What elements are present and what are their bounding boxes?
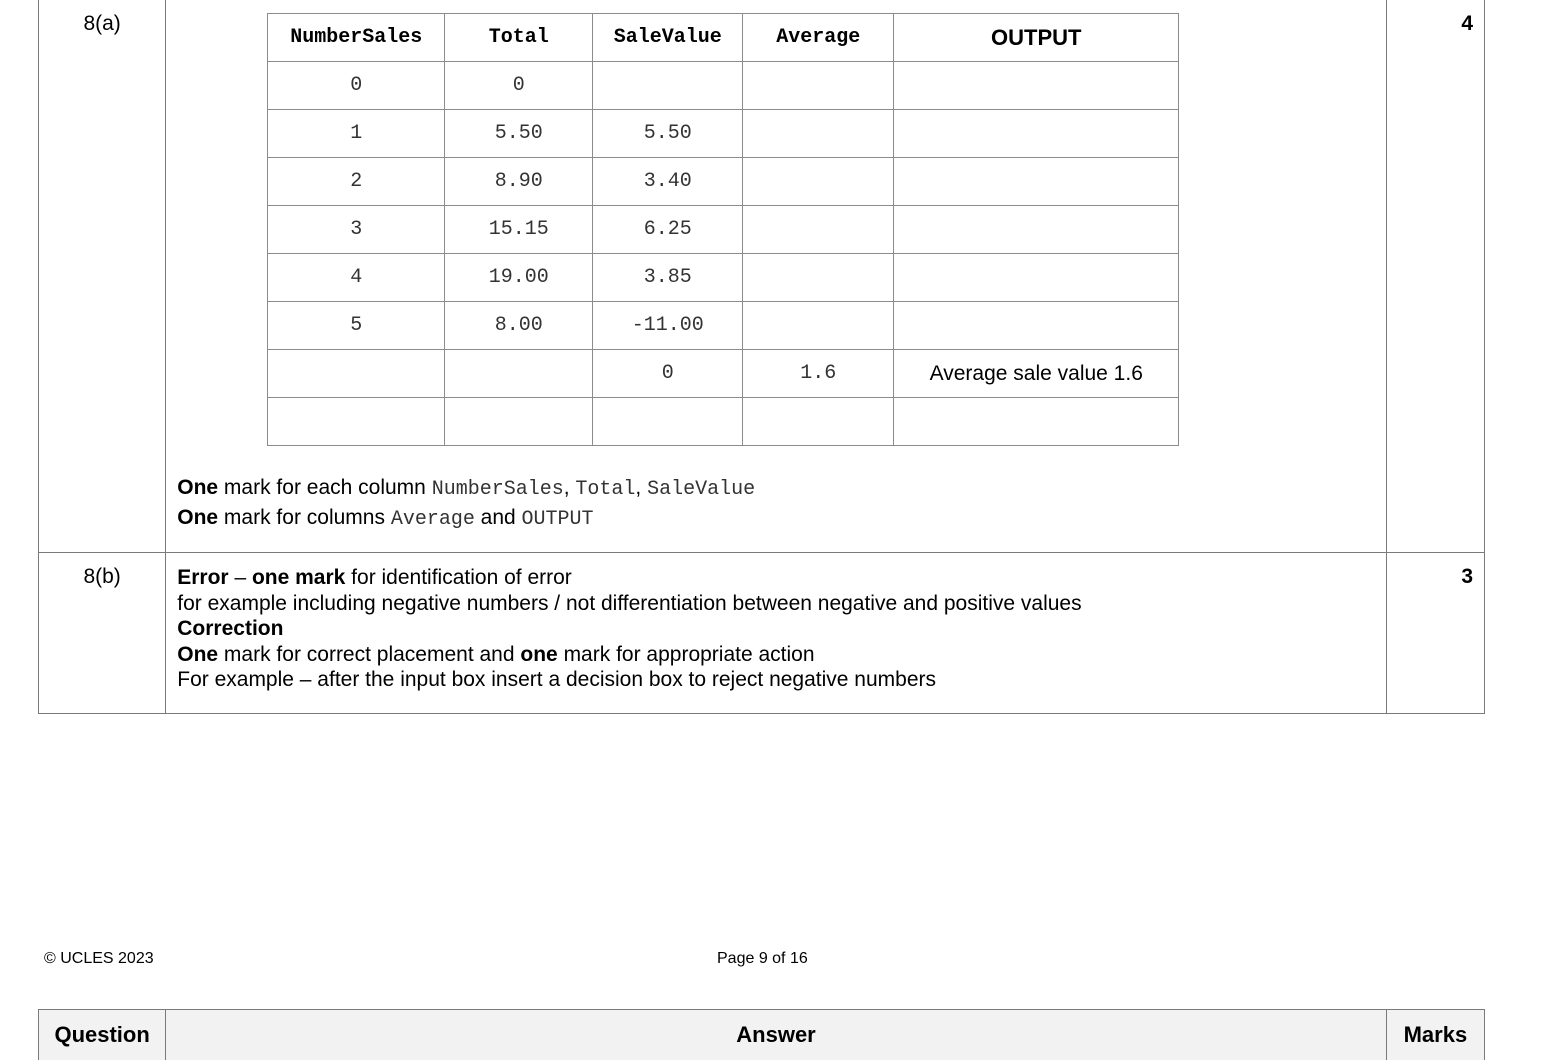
column-header-answer: Answer — [166, 1010, 1387, 1061]
trace-row — [268, 398, 1179, 446]
question-number: 8(b) — [39, 553, 166, 714]
trace-cell — [445, 350, 593, 398]
trace-cell: -11.00 — [593, 302, 743, 350]
trace-cell: Average sale value 1.6 — [894, 350, 1179, 398]
separator: , — [563, 476, 576, 499]
trace-cell — [894, 158, 1179, 206]
marks-value: 3 — [1386, 553, 1484, 714]
bold-text: Correction — [177, 617, 284, 640]
trace-cell — [743, 254, 894, 302]
trace-cell — [743, 398, 894, 446]
separator: , — [635, 476, 648, 499]
trace-cell: 15.15 — [445, 206, 593, 254]
answer-cell — [166, 0, 1387, 553]
answer-line — [177, 616, 1375, 642]
trace-row — [268, 254, 1179, 302]
trace-cell — [894, 254, 1179, 302]
marking-notes — [177, 474, 755, 534]
trace-cell: 8.90 — [445, 158, 593, 206]
answer-line — [177, 642, 1375, 668]
trace-cell — [894, 110, 1179, 158]
copyright-text: © UCLES 2023 — [44, 950, 154, 967]
table-row — [39, 553, 1485, 714]
column-header-marks: Marks — [1386, 1010, 1484, 1061]
trace-cell: 19.00 — [445, 254, 593, 302]
trace-row — [268, 110, 1179, 158]
trace-header: Average — [743, 14, 894, 62]
trace-cell: 3.40 — [593, 158, 743, 206]
trace-row — [268, 350, 1179, 398]
code-text: NumberSales — [431, 478, 564, 501]
note-text: mark for each column — [218, 476, 432, 499]
bold-text: One — [177, 642, 219, 666]
next-page-header-table — [38, 1009, 1485, 1060]
bold-text: One — [177, 476, 219, 499]
bold-text: Error — [177, 566, 229, 589]
mark-scheme-table — [38, 0, 1485, 714]
trace-cell — [268, 350, 445, 398]
trace-row — [268, 302, 1179, 350]
note-text: mark for columns — [218, 506, 391, 529]
trace-cell: 2 — [268, 158, 445, 206]
answer-line: for example including negative numbers / not differentiation between negative and positive values — [177, 591, 1082, 615]
trace-row — [268, 62, 1179, 110]
header-row — [39, 1010, 1485, 1061]
trace-cell — [894, 398, 1179, 446]
trace-cell — [743, 62, 894, 110]
trace-header: SaleValue — [593, 14, 743, 62]
trace-cell — [268, 398, 445, 446]
trace-cell: 1.6 — [743, 350, 894, 398]
bold-text: One — [177, 506, 219, 529]
trace-cell: 1 — [268, 110, 445, 158]
trace-row — [268, 206, 1179, 254]
trace-cell — [743, 158, 894, 206]
trace-cell — [894, 62, 1179, 110]
trace-cell — [894, 206, 1179, 254]
trace-cell: 3 — [268, 206, 445, 254]
trace-cell: 0 — [445, 62, 593, 110]
trace-cell: 6.25 — [593, 206, 743, 254]
trace-row — [268, 158, 1179, 206]
trace-cell: 8.00 — [445, 302, 593, 350]
note-line — [177, 474, 755, 504]
code-text: SaleValue — [647, 478, 756, 501]
answer-cell — [166, 553, 1387, 714]
trace-table — [267, 13, 1179, 446]
trace-cell — [743, 302, 894, 350]
code-text: Total — [575, 478, 636, 501]
trace-cell — [593, 62, 743, 110]
answer-text: – — [228, 566, 252, 589]
trace-cell: 5 — [268, 302, 445, 350]
trace-cell — [743, 206, 894, 254]
note-line — [177, 504, 755, 534]
bold-text: one mark — [251, 566, 346, 589]
trace-header: Total — [445, 14, 593, 62]
trace-cell: 4 — [268, 254, 445, 302]
table-row — [39, 0, 1485, 553]
answer-line — [177, 565, 1375, 591]
trace-header: OUTPUT — [894, 14, 1179, 62]
trace-cell — [743, 110, 894, 158]
trace-cell: 5.50 — [445, 110, 593, 158]
marks-value: 4 — [1386, 0, 1484, 553]
answer-text: mark for appropriate action — [557, 642, 815, 666]
answer-text: mark for correct placement and — [218, 642, 521, 666]
trace-header: NumberSales — [268, 14, 445, 62]
trace-cell — [894, 302, 1179, 350]
trace-cell — [593, 398, 743, 446]
code-text: Average — [390, 508, 475, 531]
answer-line: For example – after the input box insert a decision box to reject negative numbers — [177, 668, 936, 691]
code-text: OUTPUT — [521, 508, 594, 531]
question-number: 8(a) — [39, 0, 166, 553]
note-text: and — [474, 506, 522, 529]
trace-cell: 3.85 — [593, 254, 743, 302]
trace-cell — [445, 398, 593, 446]
page-number: Page 9 of 16 — [717, 950, 808, 967]
trace-cell: 5.50 — [593, 110, 743, 158]
trace-header-row — [268, 14, 1179, 62]
column-header-question: Question — [39, 1010, 166, 1061]
bold-text: one — [520, 642, 558, 666]
trace-cell: 0 — [268, 62, 445, 110]
trace-cell: 0 — [593, 350, 743, 398]
answer-text: for identification of error — [345, 566, 572, 589]
